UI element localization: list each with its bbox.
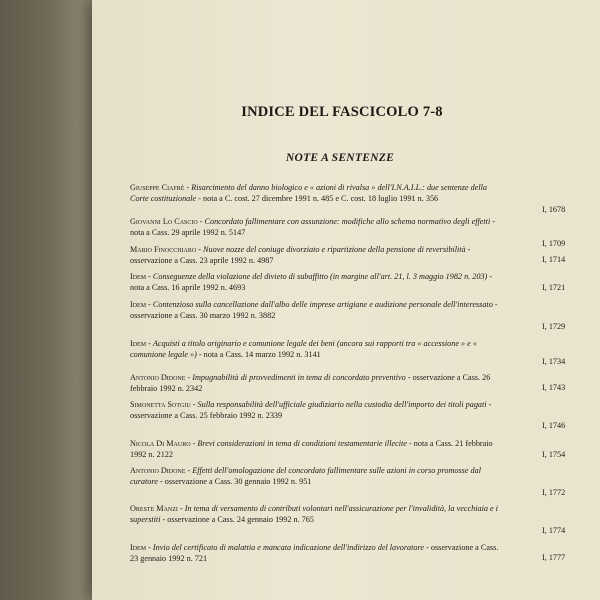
entry-page-ref: I, 1734 (542, 357, 566, 366)
entry-author: Nicola Di Mauro (130, 439, 191, 448)
entry-author: Idem (130, 272, 147, 281)
entry-note: - nota a Cass. 14 marzo 1992 n. 3141 (196, 350, 321, 360)
entry-note: - osservazione a Cass. 30 gennaio 1992 n. 951 (157, 477, 312, 487)
entry-author: Simonetta Sotgiu (130, 400, 191, 409)
entry-page-ref: I, 1772 (542, 488, 566, 497)
index-entry: Idem - Contenzioso sulla cancellazione dall'albo delle imprese artigiane e audizione personale dell'interessato - osservazione a Cass. 30 marzo 1992 n. 3882 (130, 300, 498, 321)
entry-note: - osservazione a Cass. 25 febbraio 1992 n. 2339 (130, 400, 492, 421)
entry-page-ref: I, 1746 (542, 421, 566, 430)
index-entry: Giuseppe Ciafrè - Risarcimento del danno biologico e « azioni di rivalsa » dell'I.N.A.I.L.: due sentenze della Corte costituzionale - nota a C. cost. 27 dicembre 1991 n. 485 e C. cost. 18 luglio 1991 n. 356 (130, 183, 487, 204)
entry-page-ref: I, 1714 (542, 255, 566, 264)
entry-author: Idem (130, 339, 147, 348)
index-entry: Mario Finocchiaro - Nuove nozze del coniuge divorziato e ripartizione della pensione di reversibilità - osservazione a Cass. 23 aprile 1992 n. 4987 (130, 245, 471, 266)
index-entry: Nicola Di Mauro - Brevi considerazioni in tema di condizioni testamentarie illecite - nota a Cass. 21 febbraio 1992 n. 2122 (130, 439, 493, 460)
entry-page-ref: I, 1721 (542, 283, 566, 292)
entry-note: - nota a Cass. 21 febbraio 1992 n. 2122 (130, 439, 493, 460)
index-entry: Idem - Invio del certificato di malattia e mancata indicazione dell'indirizzo del lavoratore - osservazione a Cass. 23 gennaio 1992 n. 721 (130, 543, 499, 564)
journal-page (92, 0, 600, 600)
entry-page-ref: I, 1754 (542, 450, 566, 459)
section-title: NOTE A SENTENZE (285, 152, 395, 164)
index-entry: Idem - Acquisti a titolo originario e comunione legale dei beni (ancora sui rapporti tra « accessione » e « comunione legale ») - nota a Cass. 14 marzo 1992 n. 3141 (130, 339, 477, 360)
entry-topic: Concordato fallimentare con assunzione: modifiche allo schema normativo degli effetti (204, 217, 491, 226)
entry-author: Giuseppe Ciafrè (130, 183, 185, 192)
entry-author: Oreste Manzi (130, 504, 178, 513)
entry-topic: Conseguenze della violazione del divieto di subaffitto (in margine all'art. 21, l. 3 maggio 1982 n. 203) (152, 272, 488, 281)
entry-page-ref: I, 1743 (542, 383, 566, 392)
index-entry: Idem - Conseguenze della violazione del divieto di subaffitto (in margine all'art. 21, l. 3 maggio 1982 n. 203) - nota a Cass. 16 aprile 1992 n. 4693 (130, 272, 493, 293)
entry-page-ref: I, 1777 (542, 553, 566, 562)
index-entry: Oreste Manzi - In tema di versamento di contributi volontari nell'assicurazione per l'invalidità, la vecchiaia e i superstiti - osservazione a Cass. 24 gennaio 1992 n. 765 (130, 504, 498, 525)
entry-topic: Sulla responsabilità dell'ufficiale giudiziario nella custodia dell'importo dei titoli pagati (197, 400, 487, 409)
entry-topic: Effetti dell'omologazione del concordato fallimentare sulle azioni in corso promosse dal curatore (130, 466, 481, 487)
entry-author: Giovanni Lo Cascio (130, 217, 198, 226)
index-entry: Simonetta Sotgiu - Sulla responsabilità dell'ufficiale giudiziario nella custodia dell'importo dei titoli pagati - osservazione a Cass. 25 febbraio 1992 n. 2339 (130, 400, 492, 421)
entry-author: Mario Finocchiaro (130, 245, 197, 254)
entry-topic: Brevi considerazioni in tema di condizioni testamentarie illecite (197, 439, 407, 448)
entry-topic: In tema di versamento di contributi volontari nell'assicurazione per l'invalidità, la vecchiaia e i superstiti (130, 504, 498, 525)
entry-note: - osservazione a Cass. 23 aprile 1992 n. 4987 (130, 245, 471, 266)
entry-topic: Contenzioso sulla cancellazione dall'albo delle imprese artigiane e audizione personale dell'interessato (152, 300, 493, 309)
entry-topic: Risarcimento del danno biologico e « azioni di rivalsa » dell'I.N.A.I.L.: due sentenze della Corte costituzionale (130, 183, 487, 204)
entry-author: Idem (130, 300, 147, 309)
entry-author: Idem (130, 543, 147, 552)
entry-note: - osservazione a Cass. 26 febbraio 1992 n. 2342 (130, 373, 491, 394)
entry-note: - osservazione a Cass. 24 gennaio 1992 n. 765 (160, 515, 314, 525)
index-entry: Antonio Didone - Effetti dell'omologazione del concordato fallimentare sulle azioni in corso promosse dal curatore - osservazione a Cass. 30 gennaio 1992 n. 951 (130, 466, 481, 487)
entry-note: - osservazione a Cass. 23 gennaio 1992 n. 721 (130, 543, 499, 564)
page-title: INDICE DEL FASCICOLO 7-8 (241, 104, 443, 120)
entry-author: Antonio Didone (130, 373, 186, 382)
entry-page-ref: I, 1709 (542, 239, 566, 248)
index-entry: Antonio Didone - Impugnabilità di provvedimenti in tema di concordato preventivo - osservazione a Cass. 26 febbraio 1992 n. 2342 (130, 373, 491, 394)
entry-page-ref: I, 1729 (542, 322, 566, 331)
index-entry: Giovanni Lo Cascio - Concordato fallimentare con assunzione: modifiche allo schema normativo degli effetti - nota a Cass. 29 aprile 1992 n. 5147 (130, 217, 495, 238)
entry-page-ref: I, 1774 (542, 526, 566, 535)
entry-topic: Nuove nozze del coniuge divorziato e ripartizione della pensione di reversibilità (203, 245, 466, 254)
entry-note: - nota a Cass. 16 aprile 1992 n. 4693 (130, 272, 493, 293)
entry-author: Antonio Didone (130, 466, 186, 475)
entry-topic: Impugnabilità di provvedimenti in tema di concordato preventivo (192, 373, 406, 382)
entry-page-ref: I, 1678 (542, 205, 566, 214)
entry-topic: Acquisti a titolo originario e comunione legale dei beni (ancora sui rapporti tra « accessione » e « comunione legale ») (130, 339, 477, 360)
entry-note: - nota a Cass. 29 aprile 1992 n. 5147 (130, 217, 495, 238)
entry-topic: Invio del certificato di malattia e mancata indicazione dell'indirizzo del lavoratore (152, 543, 425, 552)
entry-note: - nota a C. cost. 27 dicembre 1991 n. 485 e C. cost. 18 luglio 1991 n. 356 (196, 194, 439, 204)
entry-note: - osservazione a Cass. 30 marzo 1992 n. 3882 (130, 300, 498, 321)
